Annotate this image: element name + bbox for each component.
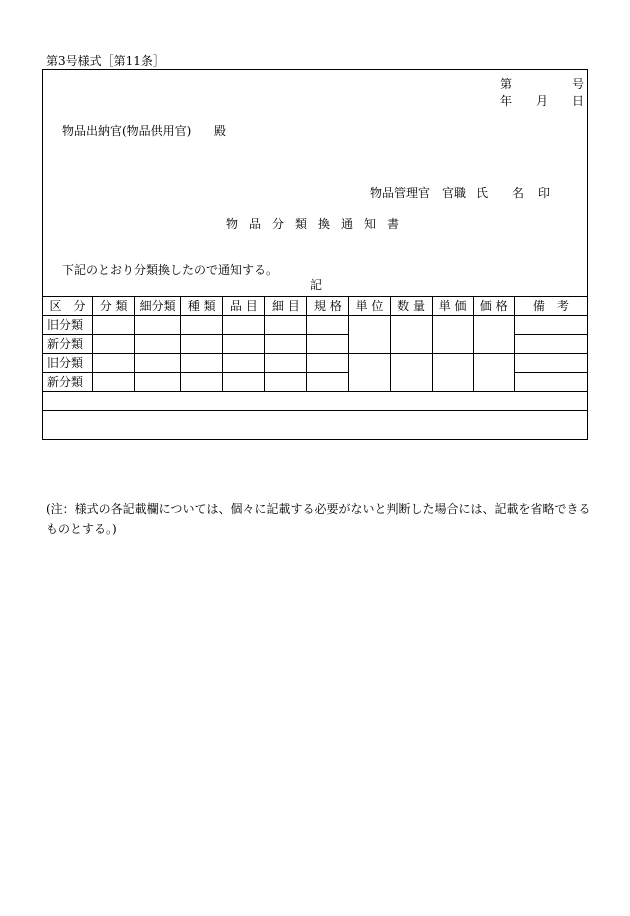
- sender-name: 名: [512, 186, 525, 200]
- header-saimoku: 細 目: [265, 297, 307, 316]
- header-kakaku: 価 格: [473, 297, 514, 316]
- sender-title: 物品管理官: [370, 186, 431, 200]
- date-day: 日: [572, 94, 585, 108]
- form-number: 第3号様式［第11条］: [46, 54, 165, 68]
- row-label-old: 旧分類: [43, 354, 93, 373]
- header-tanka: 単 価: [432, 297, 473, 316]
- date-year: 年: [500, 94, 513, 108]
- blank-remarks-row: [43, 392, 588, 411]
- note-line-2: ものとする。): [46, 522, 117, 536]
- header-kubun: 区 分: [43, 297, 93, 316]
- addressee-name: 物品出納官(物品供用官): [62, 124, 192, 138]
- row-label-new: 新分類: [43, 373, 93, 392]
- header-bunrui: 分 類: [93, 297, 135, 316]
- classification-table: [42, 296, 588, 411]
- header-tani: 単 位: [349, 297, 390, 316]
- number-label-go: 号: [572, 77, 585, 91]
- date-month: 月: [536, 94, 549, 108]
- statement: 下記のとおり分類換したので通知する。: [62, 263, 279, 277]
- document-title: 物品分類換通知書: [226, 217, 411, 231]
- row-label-new: 新分類: [43, 335, 93, 354]
- row-label-old: 旧分類: [43, 316, 93, 335]
- sender-post: 官職: [442, 186, 467, 200]
- header-shurui: 種 類: [181, 297, 223, 316]
- header-hinmoku: 品 目: [223, 297, 265, 316]
- table-row: [43, 316, 588, 335]
- header-biko: 備 考: [514, 297, 587, 316]
- header-kikaku: 規 格: [307, 297, 349, 316]
- number-label-dai: 第: [500, 77, 513, 91]
- sender-shi: 氏: [476, 186, 489, 200]
- table-row: [43, 354, 588, 373]
- ki-mark: 記: [310, 278, 323, 292]
- note-line-1: (注：様式の各記載欄については、個々に記載する必要がないと判断した場合には、記載を省略できる: [46, 502, 591, 516]
- addressee-honorific: 殿: [214, 124, 227, 138]
- seal-mark: 印: [538, 186, 551, 200]
- header-suryo: 数 量: [390, 297, 432, 316]
- table-header-row: [43, 297, 588, 316]
- header-saibunrui: 細分類: [135, 297, 181, 316]
